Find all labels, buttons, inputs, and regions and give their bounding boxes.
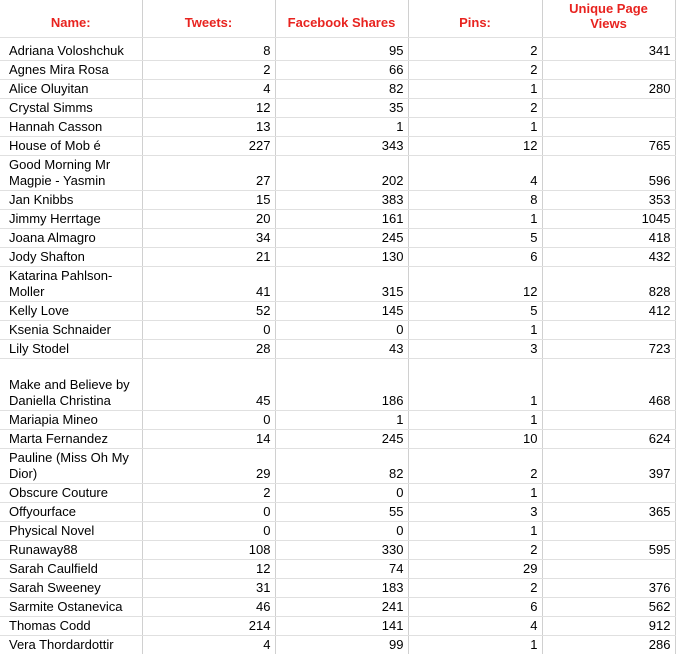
cell-pins[interactable]: 2 [408,578,542,597]
cell-name[interactable]: Make and Believe by Daniella Christina [0,358,142,410]
cell-unique-page-views[interactable]: 397 [542,448,675,483]
cell-facebook-shares[interactable]: 145 [275,301,408,320]
cell-facebook-shares[interactable]: 55 [275,502,408,521]
table-body [0,37,676,654]
header-unique-page-views[interactable]: Unique Page Views [542,0,675,37]
cell-unique-page-views[interactable] [542,98,675,117]
table-row [0,358,676,410]
cell-name[interactable]: Crystal Simms [0,98,142,117]
cell-facebook-shares[interactable]: 383 [275,190,408,209]
cell-unique-page-views[interactable]: 723 [542,339,675,358]
cell-tweets[interactable]: 12 [142,559,275,578]
table-row [0,190,676,209]
cell-facebook-shares[interactable]: 330 [275,540,408,559]
cell-tweets[interactable]: 0 [142,410,275,429]
cell-tweets[interactable]: 28 [142,339,275,358]
cell-tweets[interactable]: 52 [142,301,275,320]
table-row [0,155,676,190]
cell-name[interactable]: Ksenia Schnaider [0,320,142,339]
table-row [0,483,676,502]
cell-unique-page-views[interactable]: 412 [542,301,675,320]
cell-unique-page-views[interactable]: 912 [542,616,675,635]
cell-facebook-shares[interactable]: 99 [275,635,408,654]
table-row [0,635,676,654]
cell-pins[interactable]: 3 [408,502,542,521]
cell-name[interactable]: Adriana Voloshchuk [0,37,142,60]
table-row [0,209,676,228]
cell-facebook-shares[interactable]: 0 [275,483,408,502]
table-row [0,117,676,136]
cell-name[interactable]: Sarah Sweeney [0,578,142,597]
cell-name[interactable]: Thomas Codd [0,616,142,635]
cell-unique-page-views[interactable]: 468 [542,358,675,410]
table-row [0,228,676,247]
cell-pins[interactable]: 2 [408,37,542,60]
cell-tweets[interactable]: 2 [142,60,275,79]
cell-name[interactable]: Good Morning Mr Magpie - Yasmin [0,155,142,190]
cell-unique-page-views[interactable]: 624 [542,429,675,448]
cell-tweets[interactable]: 21 [142,247,275,266]
cell-facebook-shares[interactable]: 183 [275,578,408,597]
cell-pins[interactable]: 3 [408,339,542,358]
cell-pins[interactable]: 1 [408,410,542,429]
table-row [0,98,676,117]
table-row [0,578,676,597]
cell-tweets[interactable]: 45 [142,358,275,410]
cell-name[interactable]: Agnes Mira Rosa [0,60,142,79]
cell-unique-page-views[interactable]: 595 [542,540,675,559]
cell-pins[interactable]: 29 [408,559,542,578]
cell-facebook-shares[interactable]: 130 [275,247,408,266]
cell-facebook-shares[interactable]: 1 [275,410,408,429]
cell-pins[interactable]: 2 [408,540,542,559]
table-row [0,339,676,358]
cell-tweets[interactable]: 0 [142,521,275,540]
cell-tweets[interactable]: 2 [142,483,275,502]
table-row [0,266,676,301]
cell-tweets[interactable]: 4 [142,79,275,98]
cell-name[interactable]: Lily Stodel [0,339,142,358]
cell-facebook-shares[interactable]: 343 [275,136,408,155]
cell-tweets[interactable]: 8 [142,37,275,60]
table-row [0,37,676,60]
cell-tweets[interactable]: 0 [142,320,275,339]
table-row [0,247,676,266]
table-row [0,410,676,429]
cell-tweets[interactable]: 29 [142,448,275,483]
header-pins[interactable]: Pins: [408,0,542,37]
cell-facebook-shares[interactable]: 95 [275,37,408,60]
cell-unique-page-views[interactable]: 828 [542,266,675,301]
cell-name[interactable]: Sarmite Ostanevica [0,597,142,616]
table-row [0,79,676,98]
cell-name[interactable]: Offyourface [0,502,142,521]
table-row [0,597,676,616]
cell-tweets[interactable]: 108 [142,540,275,559]
cell-name[interactable]: Pauline (Miss Oh My Dior) [0,448,142,483]
cell-pins[interactable]: 5 [408,301,542,320]
table-row [0,616,676,635]
table-row [0,320,676,339]
cell-pins[interactable]: 1 [408,79,542,98]
cell-unique-page-views[interactable]: 418 [542,228,675,247]
cell-facebook-shares[interactable]: 66 [275,60,408,79]
cell-tweets[interactable]: 4 [142,635,275,654]
cell-name[interactable]: Jody Shafton [0,247,142,266]
cell-unique-page-views[interactable]: 341 [542,37,675,60]
table-row [0,429,676,448]
cell-tweets[interactable]: 46 [142,597,275,616]
header-row [0,0,676,37]
cell-facebook-shares[interactable]: 43 [275,339,408,358]
table-row [0,448,676,483]
cell-name[interactable]: Sarah Caulfield [0,559,142,578]
cell-facebook-shares[interactable]: 35 [275,98,408,117]
cell-name[interactable]: Katarina Pahlson-Moller [0,266,142,301]
cell-tweets[interactable]: 13 [142,117,275,136]
cell-pins[interactable]: 1 [408,483,542,502]
cell-tweets[interactable]: 0 [142,502,275,521]
cell-name[interactable]: Hannah Casson [0,117,142,136]
table-row [0,502,676,521]
cell-name[interactable]: Marta Fernandez [0,429,142,448]
table-row [0,60,676,79]
cell-unique-page-views[interactable]: 365 [542,502,675,521]
cell-unique-page-views[interactable] [542,483,675,502]
cell-unique-page-views[interactable] [542,60,675,79]
cell-facebook-shares[interactable]: 82 [275,448,408,483]
cell-name[interactable]: Kelly Love [0,301,142,320]
cell-unique-page-views[interactable]: 765 [542,136,675,155]
cell-pins[interactable]: 2 [408,98,542,117]
cell-name[interactable]: Jan Knibbs [0,190,142,209]
cell-pins[interactable]: 1 [408,521,542,540]
cell-unique-page-views[interactable]: 1045 [542,209,675,228]
cell-name[interactable]: Alice Oluyitan [0,79,142,98]
cell-unique-page-views[interactable]: 353 [542,190,675,209]
cell-tweets[interactable]: 12 [142,98,275,117]
cell-pins[interactable]: 5 [408,228,542,247]
cell-pins[interactable]: 4 [408,616,542,635]
cell-facebook-shares[interactable]: 161 [275,209,408,228]
table-row [0,540,676,559]
cell-facebook-shares[interactable]: 74 [275,559,408,578]
cell-facebook-shares[interactable]: 82 [275,79,408,98]
cell-name[interactable]: Jimmy Herrtage [0,209,142,228]
cell-pins[interactable]: 1 [408,117,542,136]
cell-pins[interactable]: 6 [408,247,542,266]
cell-tweets[interactable]: 14 [142,429,275,448]
cell-tweets[interactable]: 31 [142,578,275,597]
cell-pins[interactable]: 12 [408,136,542,155]
cell-unique-page-views[interactable]: 376 [542,578,675,597]
cell-facebook-shares[interactable]: 241 [275,597,408,616]
cell-pins[interactable]: 8 [408,190,542,209]
cell-unique-page-views[interactable] [542,320,675,339]
cell-facebook-shares[interactable]: 0 [275,521,408,540]
cell-tweets[interactable]: 227 [142,136,275,155]
cell-unique-page-views[interactable] [542,559,675,578]
cell-tweets[interactable]: 41 [142,266,275,301]
cell-name[interactable]: Runaway88 [0,540,142,559]
cell-unique-page-views[interactable] [542,410,675,429]
cell-unique-page-views[interactable]: 280 [542,79,675,98]
cell-facebook-shares[interactable]: 315 [275,266,408,301]
cell-pins[interactable]: 4 [408,155,542,190]
cell-tweets[interactable]: 214 [142,616,275,635]
cell-facebook-shares[interactable]: 245 [275,429,408,448]
cell-pins[interactable]: 2 [408,60,542,79]
cell-unique-page-views[interactable] [542,521,675,540]
cell-facebook-shares[interactable]: 186 [275,358,408,410]
cell-unique-page-views[interactable]: 596 [542,155,675,190]
cell-unique-page-views[interactable] [542,117,675,136]
table-row [0,521,676,540]
cell-tweets[interactable]: 27 [142,155,275,190]
cell-name[interactable]: Obscure Couture [0,483,142,502]
cell-facebook-shares[interactable]: 245 [275,228,408,247]
header-tweets[interactable]: Tweets: [142,0,275,37]
cell-name[interactable]: Vera Thordardottir [0,635,142,654]
cell-tweets[interactable]: 20 [142,209,275,228]
cell-tweets[interactable]: 34 [142,228,275,247]
cell-pins[interactable]: 1 [408,358,542,410]
cell-pins[interactable]: 1 [408,635,542,654]
table-row [0,301,676,320]
cell-unique-page-views[interactable]: 432 [542,247,675,266]
cell-facebook-shares[interactable]: 0 [275,320,408,339]
table-row [0,136,676,155]
table-row [0,559,676,578]
cell-pins[interactable]: 1 [408,209,542,228]
cell-pins[interactable]: 6 [408,597,542,616]
cell-name[interactable]: Physical Novel [0,521,142,540]
header-facebook-shares[interactable]: Facebook Shares [275,0,408,37]
cell-pins[interactable]: 1 [408,320,542,339]
cell-name[interactable]: Mariapia Mineo [0,410,142,429]
cell-pins[interactable]: 2 [408,448,542,483]
cell-facebook-shares[interactable]: 1 [275,117,408,136]
cell-facebook-shares[interactable]: 202 [275,155,408,190]
cell-name[interactable]: Joana Almagro [0,228,142,247]
cell-unique-page-views[interactable]: 286 [542,635,675,654]
cell-unique-page-views[interactable]: 562 [542,597,675,616]
cell-facebook-shares[interactable]: 141 [275,616,408,635]
cell-pins[interactable]: 10 [408,429,542,448]
cell-name[interactable]: House of Mob é [0,136,142,155]
header-name[interactable]: Name: [0,0,142,37]
cell-pins[interactable]: 12 [408,266,542,301]
cell-tweets[interactable]: 15 [142,190,275,209]
